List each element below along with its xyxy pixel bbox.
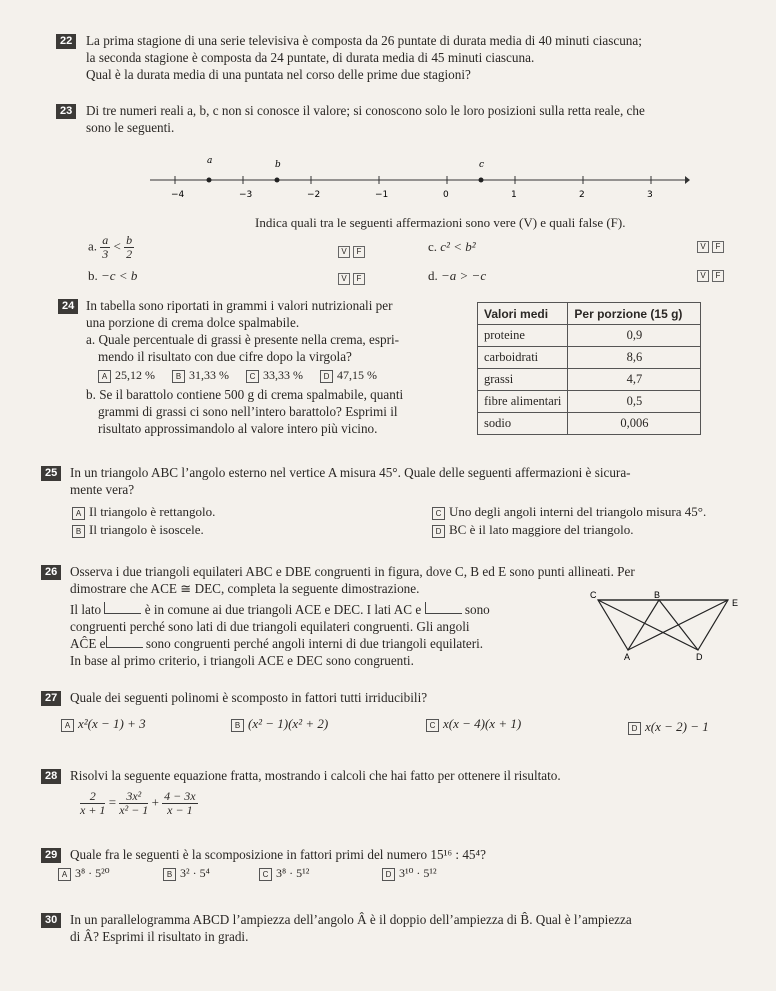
question-number: 29 [41, 848, 61, 863]
column-header: Per porzione (15 g) [568, 303, 701, 325]
q25-text-1: In un triangolo ABC l’angolo esterno nel vertice A misura 45°. Quale delle seguenti affermazioni è sicura- [70, 465, 631, 480]
vf-toggle[interactable] [697, 270, 727, 282]
item-letter: a. [88, 238, 98, 254]
question-number: 30 [41, 913, 61, 928]
q26-text-1: Osserva i due triangoli equilateri ABC e DBE congruenti in figura, dove C, B ed E sono punti allineati. Per [70, 564, 635, 579]
option-letter: A [98, 370, 111, 383]
option-text: Il triangolo è rettangolo. [89, 504, 216, 519]
fractional-equation [80, 790, 198, 817]
axis-tick-label: 1 [511, 190, 517, 200]
axis-tick-label: 3 [647, 190, 653, 200]
q26-proof-line-2: congruenti perché sono lati di due triangoli equilateri congruenti. Gli angoli [70, 619, 470, 634]
option-text: Il triangolo è isoscele. [89, 522, 204, 537]
table-row [478, 391, 701, 413]
q23-item-b [88, 268, 137, 284]
text: sono congruenti perché angoli interni di due triangoli equilateri. [145, 636, 484, 651]
option-letter: B [72, 525, 85, 538]
axis-tick-label: −4 [171, 190, 185, 200]
option-b[interactable] [231, 716, 328, 732]
q26-text-2: dimostrare che ACE ≅ DEC, completa la seguente dimostrazione. [70, 581, 420, 596]
option-letter: A [58, 868, 71, 881]
question-number: 24 [58, 299, 78, 314]
question-number: 26 [41, 565, 61, 580]
question-number: 22 [56, 34, 76, 49]
answer-blank[interactable] [104, 602, 141, 614]
q26-proof-line-1 [70, 602, 490, 618]
axis-tick-label: −2 [307, 190, 321, 200]
point-b [275, 178, 280, 183]
item-expression: −a > −c [441, 268, 487, 283]
option-letter: D [432, 525, 445, 538]
option-text: x²(x − 1) + 3 [78, 716, 146, 731]
operator: + [151, 794, 159, 810]
point-label: c [479, 160, 485, 170]
item-expression: c² < b² [440, 239, 476, 254]
option-d[interactable] [628, 719, 709, 735]
option-text: BC è il lato maggiore del triangolo. [449, 522, 634, 537]
vf-toggle[interactable] [338, 246, 368, 258]
q24-text-1: In tabella sono riportati in grammi i valori nutrizionali per [86, 298, 393, 313]
q30-text-1: In un parallelogramma ABCD l’ampiezza dell’angolo Â è il doppio dell’ampiezza di B̂. Qual è l’ampiezza [70, 912, 632, 927]
option-a[interactable] [72, 504, 215, 520]
option-d[interactable] [432, 522, 634, 538]
triangles-figure [588, 590, 748, 660]
label-b: B [654, 590, 661, 600]
numerator: 2 [80, 790, 105, 804]
q24-b-text-2: grammi di grassi ci sono nell’intero barattolo? Esprimi il [98, 404, 398, 419]
table-cell: grassi [478, 369, 568, 391]
item-letter: b. [88, 268, 98, 283]
table-cell: carboidrati [478, 347, 568, 369]
option-text: 47,15 % [337, 368, 377, 382]
denominator: 3 [102, 247, 109, 261]
option-letter: A [72, 507, 85, 520]
table-cell: 4,7 [568, 369, 701, 391]
q23-instruction: Indica quali tra le seguenti affermazioni sono vere (V) e quali false (F). [255, 215, 626, 230]
label-a: A [624, 652, 631, 660]
option-a[interactable] [58, 866, 110, 881]
option-letter: C [426, 719, 439, 732]
option-a[interactable] [61, 716, 146, 732]
question-number: 25 [41, 466, 61, 481]
q22-text-3: Qual è la durata media di una puntata nel corso delle prime due stagioni? [86, 67, 471, 82]
axis-tick-label: −3 [239, 190, 253, 200]
table-header-row [478, 303, 701, 325]
q30-text-2: di Â? Esprimi il risultato in gradi. [70, 929, 249, 944]
option-c[interactable] [426, 716, 521, 732]
option-text: 3¹⁰ · 5¹² [399, 866, 437, 880]
q22-text-1: La prima stagione di una serie televisiva è composta da 26 puntate di durata media di 40 minuti ciascuna; [86, 33, 642, 48]
option-d[interactable] [382, 866, 437, 881]
option-d[interactable] [320, 368, 377, 382]
option-letter: B [163, 868, 176, 881]
answer-blank[interactable] [425, 602, 462, 614]
denominator: x + 1 [80, 803, 106, 817]
fraction [162, 790, 197, 817]
table-cell: 8,6 [568, 347, 701, 369]
option-b[interactable] [163, 866, 210, 881]
q24-a-text-1: a. Quale percentuale di grassi è presente nella crema, espri- [86, 332, 400, 347]
option-a[interactable] [98, 368, 155, 382]
option-b[interactable] [72, 522, 204, 538]
number-line [150, 155, 690, 205]
text: è in comune ai due triangoli ACE e DEC. I lati AC e [144, 602, 422, 617]
question-number: 23 [56, 104, 76, 119]
fraction [119, 790, 148, 817]
column-header: Valori medi [478, 303, 568, 325]
operator: < [113, 238, 121, 254]
table-cell: fibre alimentari [478, 391, 568, 413]
option-text: 3⁸ · 5²⁰ [75, 866, 110, 880]
option-text: 33,33 % [263, 368, 303, 382]
q23-item-a [88, 234, 134, 261]
option-text: 3⁸ · 5¹² [276, 866, 310, 880]
text: AĈE e [70, 636, 106, 651]
denominator: x² − 1 [119, 803, 149, 817]
option-letter: D [320, 370, 333, 383]
option-letter: B [172, 370, 185, 383]
q28-text: Risolvi la seguente equazione fratta, mostrando i calcoli che hai fatto per ottenere il risultato. [70, 768, 561, 783]
denominator: x − 1 [167, 803, 193, 817]
option-text: (x² − 1)(x² + 2) [248, 716, 329, 731]
nutrition-table [477, 302, 701, 435]
option-letter: D [628, 722, 641, 735]
option-c[interactable] [246, 368, 303, 382]
table-cell: sodio [478, 413, 568, 435]
item-expression: −c < b [101, 268, 138, 283]
question-number: 27 [41, 691, 61, 706]
q24-text-2: una porzione di crema dolce spalmabile. [86, 315, 300, 330]
table-row [478, 413, 701, 435]
q27-text: Quale dei seguenti polinomi è scomposto in fattori tutti irriducibili? [70, 690, 428, 705]
numerator: 3x² [119, 790, 148, 804]
q24-b-text-1: b. Se il barattolo contiene 500 g di crema spalmabile, quanti [86, 387, 404, 402]
option-text: 25,12 % [115, 368, 155, 382]
label-d: D [696, 652, 703, 660]
axis-tick-label: 0 [443, 190, 449, 200]
q25-text-2: mente vera? [70, 482, 135, 497]
vf-toggle[interactable] [338, 273, 368, 285]
true-box[interactable]: V [338, 246, 350, 258]
numerator: b [126, 233, 133, 247]
option-text: x(x − 2) − 1 [645, 719, 709, 734]
true-box[interactable]: V [697, 241, 709, 253]
answer-blank[interactable] [106, 636, 143, 648]
point-label: b [275, 160, 281, 170]
table-row [478, 369, 701, 391]
false-box[interactable]: F [712, 241, 724, 253]
vf-toggle[interactable] [697, 241, 727, 253]
q22-text-2: la seconda stagione è composta da 24 puntate, di durata media di 45 minuti ciascuna. [86, 50, 535, 65]
question-number: 28 [41, 769, 61, 784]
q26-proof-line-3 [70, 636, 483, 652]
option-text: Uno degli angoli interni del triangolo misura 45°. [449, 504, 707, 519]
operator: = [108, 794, 117, 810]
label-e: E [732, 598, 739, 608]
option-text: 3² · 5⁴ [180, 866, 210, 880]
q24-options [98, 368, 377, 383]
option-letter: B [231, 719, 244, 732]
fraction [80, 790, 105, 817]
numerator: a [102, 233, 109, 247]
option-letter: C [246, 370, 259, 383]
numerator: 4 − 3x [164, 789, 196, 803]
option-text: x(x − 4)(x + 1) [443, 716, 522, 731]
point-label: a [207, 156, 213, 166]
q23-item-d [428, 268, 486, 284]
text: Il lato [70, 602, 102, 617]
option-b[interactable] [172, 368, 229, 382]
false-box[interactable]: F [353, 273, 365, 285]
axis-tick-label: 2 [579, 190, 585, 200]
option-letter: C [259, 868, 272, 881]
point-a [207, 178, 212, 183]
q26-proof-line-4: In base al primo criterio, i triangoli ACE e DEC sono congruenti. [70, 653, 414, 668]
table-cell: 0,5 [568, 391, 701, 413]
q23-text-1: Di tre numeri reali a, b, c non si conosce il valore; si conoscono solo le loro posizioni sulla retta reale, che [86, 103, 645, 118]
table-cell: proteine [478, 325, 568, 347]
table-cell: 0,9 [568, 325, 701, 347]
option-letter: C [432, 507, 445, 520]
item-letter: c. [428, 239, 438, 254]
fraction [124, 234, 134, 261]
table-cell: 0,006 [568, 413, 701, 435]
false-box[interactable]: F [353, 246, 365, 258]
true-box[interactable]: V [338, 273, 350, 285]
q24-a-text-2: mendo il risultato con due cifre dopo la virgola? [98, 349, 352, 364]
label-c: C [590, 590, 597, 600]
option-text: 31,33 % [189, 368, 229, 382]
option-c[interactable] [432, 504, 706, 520]
item-letter: d. [428, 268, 438, 283]
true-box[interactable]: V [697, 270, 709, 282]
axis-tick-label: −1 [375, 190, 389, 200]
q23-text-2: sono le seguenti. [86, 120, 175, 135]
table-row [478, 347, 701, 369]
option-c[interactable] [259, 866, 309, 881]
text: sono [464, 602, 490, 617]
false-box[interactable]: F [712, 270, 724, 282]
q24-b-text-3: risultato approssimandolo al valore intero più vicino. [98, 421, 378, 436]
q29-text: Quale fra le seguenti è la scomposizione in fattori primi del numero 15¹⁶ : 45⁴? [70, 847, 486, 862]
option-letter: D [382, 868, 395, 881]
q23-item-c [428, 239, 476, 255]
denominator: 2 [126, 247, 133, 261]
point-c [479, 178, 484, 183]
option-letter: A [61, 719, 74, 732]
table-row [478, 325, 701, 347]
fraction [100, 234, 110, 261]
